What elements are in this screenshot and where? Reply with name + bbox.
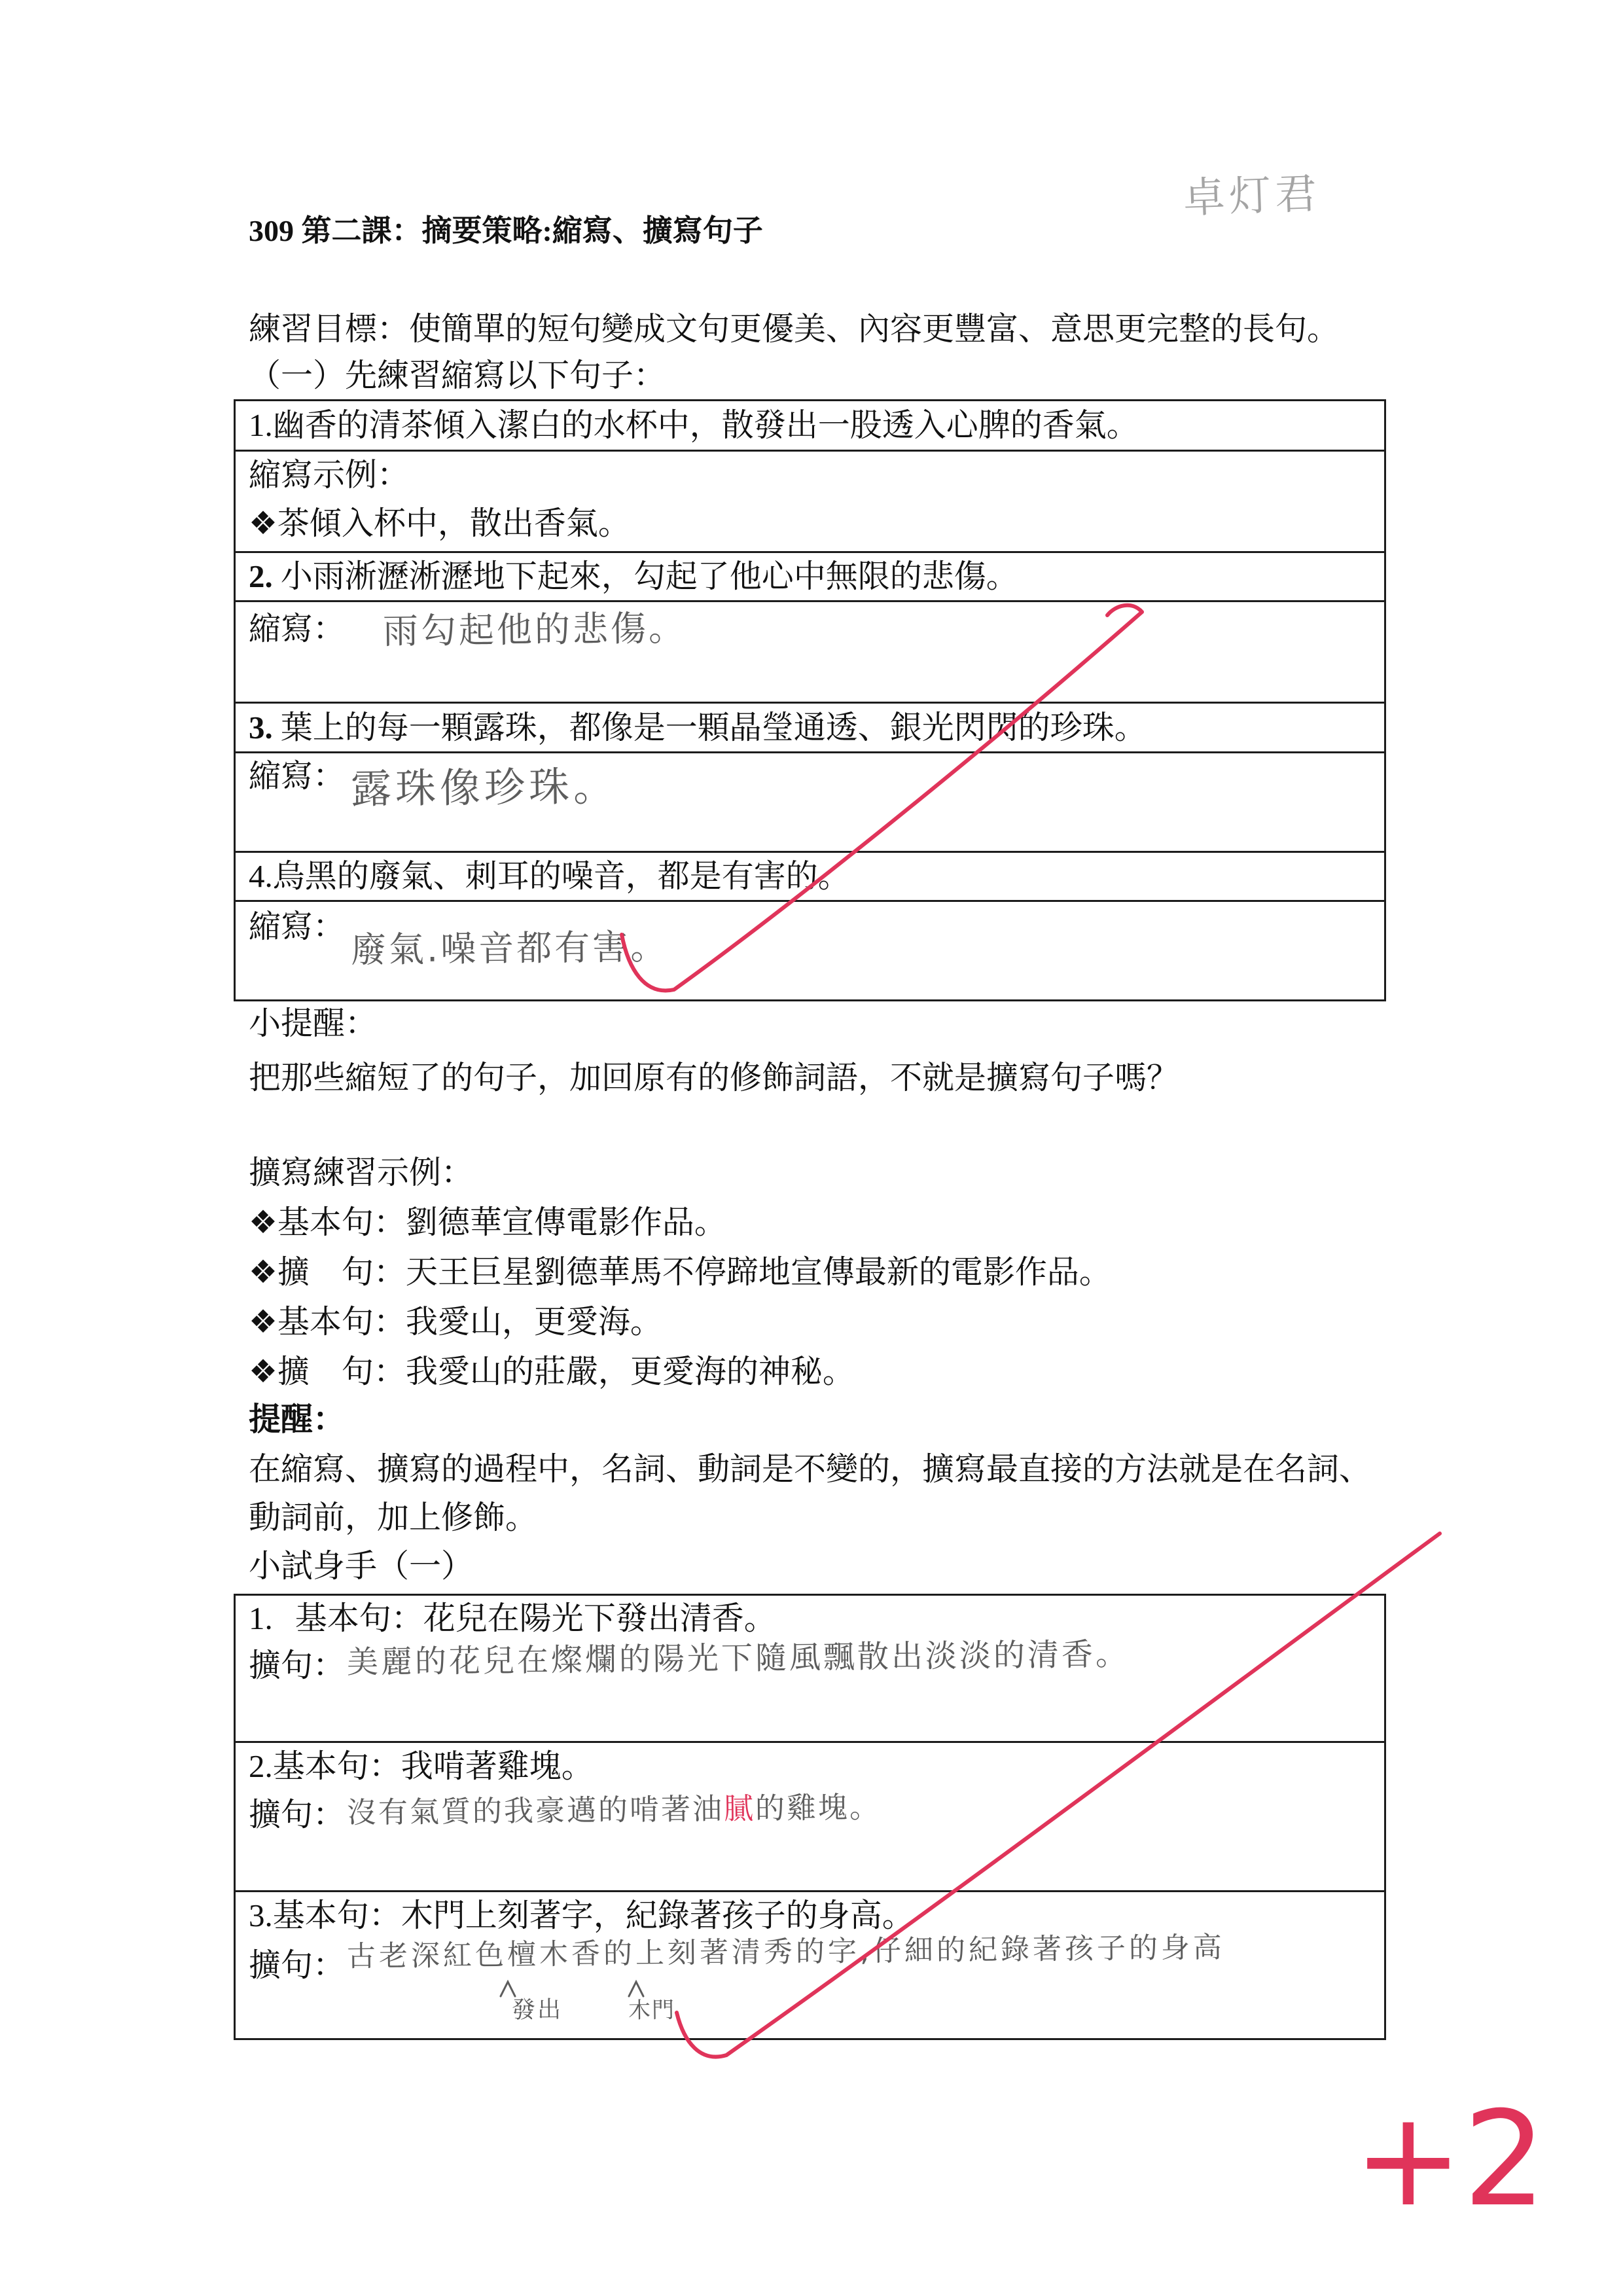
sentence-line: [249, 857, 850, 896]
sentence-text: 小雨淅瀝淅瀝地下起來，勾起了他心中無限的悲傷。: [280, 558, 1018, 594]
sentence-line: [249, 406, 1139, 445]
answer-label: 縮寫：: [249, 758, 346, 794]
handwritten-answer: 雨勾起他的悲傷。: [382, 607, 687, 652]
contraction-table: [234, 399, 1386, 1001]
base-sentence: 花兒在陽光下發出清香。: [423, 1600, 776, 1636]
handwritten-insertion: 木門: [628, 1997, 676, 2024]
handwritten-answer: 露珠像珍珠。: [350, 762, 618, 813]
handwritten-answer: 古老深紅色檀木香的上刻著清秀的字,仔細的紀錄著孩子的身高: [346, 1930, 1226, 1973]
expanded-label: 擴句：: [249, 1647, 346, 1683]
example-text: ❖茶傾入杯中，散出香氣。: [249, 505, 630, 541]
practice-row-3: [236, 1892, 1384, 2038]
practice-table: [234, 1594, 1386, 2040]
handwritten-answer: 美麗的花兒在燦爛的陽光下隨風飄散出淡淡的清香。: [346, 1636, 1130, 1681]
expansion-example-line: ❖擴 句：天王巨星劉德華馬不停蹄地宣傳最新的電影作品。: [249, 1254, 1111, 1290]
base-sentence-line: [249, 1896, 914, 1935]
answer-part: 沒有氣質的我豪邁的啃著油: [346, 1791, 724, 1830]
base-sentence: 我啃著雞塊。: [401, 1748, 594, 1784]
sentence-text: 幽香的清茶傾入潔白的水杯中，散發出一股透入心脾的香氣。: [272, 407, 1139, 443]
expansion-example-line: ❖基本句：我愛山，更愛海。: [249, 1304, 662, 1340]
item-number: 3.: [249, 709, 273, 745]
example-label: 縮寫示例：: [249, 457, 410, 493]
item-number: 1.: [249, 407, 273, 443]
answer-label: 縮寫：: [249, 908, 346, 944]
contraction-sentence-row-2: [236, 553, 1384, 602]
teacher-corrected-character: 膩: [723, 1791, 756, 1826]
handwritten-answer: [347, 1787, 882, 1833]
contraction-answer-row-3: [236, 753, 1384, 853]
item-number: 1.: [249, 1600, 273, 1636]
practice-row-2: [236, 1743, 1384, 1892]
base-label: 基本句：: [272, 1897, 401, 1933]
practice-row-1: [236, 1596, 1384, 1743]
handwritten-answer: 廢氣.噪音都有害。: [350, 925, 669, 971]
practice-heading: 小試身手（一）: [249, 1548, 474, 1584]
base-label: 基本句：: [272, 1748, 401, 1784]
reminder-text: 把那些縮短了的句子，加回原有的修飾詞語，不就是擴寫句子嗎？: [249, 1060, 1179, 1096]
item-number: 2.: [249, 1748, 273, 1784]
tip-line: 動詞前，加上修飾。: [249, 1499, 538, 1535]
base-label: 基本句：: [294, 1600, 423, 1636]
answer-label: 縮寫：: [249, 611, 346, 647]
handwritten-insertion: 發出: [511, 1996, 563, 2024]
contraction-example-row: [236, 452, 1384, 553]
answer-part: 的雞塊。: [755, 1789, 882, 1826]
base-sentence: 木門上刻著字，紀錄著孩子的身高。: [401, 1897, 914, 1933]
student-name-handwritten: 卓灯君: [1182, 170, 1322, 223]
contraction-answer-row-4: [236, 902, 1384, 999]
sentence-line: [249, 708, 1147, 747]
practice-objective: 練習目標：使簡單的短句變成文句更優美、內容更豐富、意思更完整的長句。: [249, 311, 1340, 347]
teacher-score: +2: [1353, 2083, 1546, 2236]
base-sentence-line: [249, 1747, 594, 1786]
item-number: 3.: [249, 1897, 273, 1933]
expansion-examples-heading: 擴寫練習示例：: [249, 1155, 474, 1191]
contraction-sentence-row-4: [236, 853, 1384, 902]
reminder-heading: 小提醒：: [249, 1005, 378, 1041]
tip-line: 在縮寫、擴寫的過程中，名詞、動詞是不變的，擴寫最直接的方法就是在名詞、: [249, 1451, 1372, 1487]
sentence-line: [249, 557, 1018, 596]
contraction-sentence-row-1: [236, 401, 1384, 452]
item-number: 2.: [249, 558, 273, 594]
base-sentence-line: [249, 1599, 776, 1638]
expansion-example-line: ❖擴 句：我愛山的莊嚴，更愛海的神秘。: [249, 1354, 855, 1390]
tip-heading: 提醒：: [249, 1401, 346, 1437]
expansion-example-line: ❖基本句：劉德華宣傳電影作品。: [249, 1204, 726, 1240]
sentence-text: 烏黑的廢氣、刺耳的噪音，都是有害的。: [272, 858, 850, 894]
expanded-label: 擴句：: [249, 1797, 346, 1833]
worksheet-title: 309 第二課：摘要策略:縮寫、擴寫句子: [249, 214, 763, 247]
contraction-sentence-row-3: [236, 704, 1384, 753]
expanded-label: 擴句：: [249, 1947, 346, 1983]
section-1-heading: （一）先練習縮寫以下句子：: [249, 357, 666, 393]
sentence-text: 葉上的每一顆露珠，都像是一顆晶瑩通透、銀光閃閃的珍珠。: [280, 709, 1147, 745]
contraction-answer-row-2: [236, 602, 1384, 704]
item-number: 4.: [249, 858, 273, 894]
